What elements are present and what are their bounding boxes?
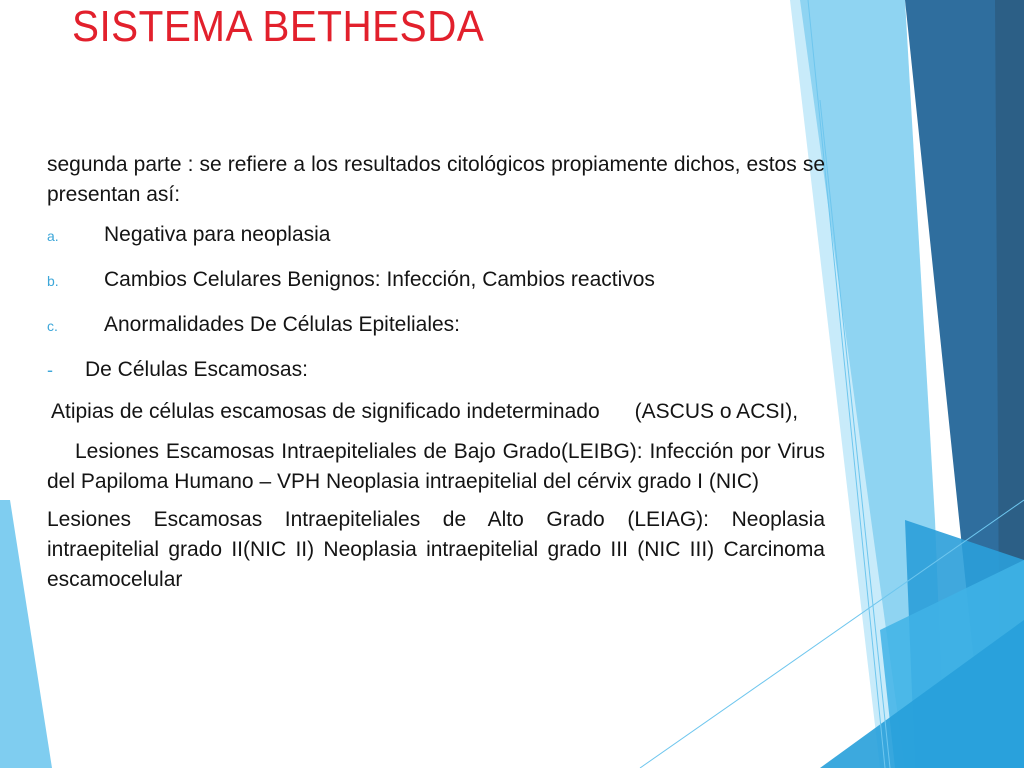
list-item xyxy=(47,265,825,296)
list-marker: b. xyxy=(47,273,59,289)
sub-list-item xyxy=(47,355,825,385)
list-item-text: Cambios Celulares Benignos: Infección, Cambios reactivos xyxy=(104,268,655,291)
list-item-text: Anormalidades De Células Epiteliales: xyxy=(104,313,461,336)
dash-marker: - xyxy=(47,360,53,380)
slide-body xyxy=(47,150,825,595)
list-item-text: Negativa para neoplasia xyxy=(104,223,331,246)
atipias-paragraph: Atipias de células escamosas de significado indeterminado (ASCUS o ACSI), xyxy=(51,400,799,423)
slide-title: SISTEMA BETHESDA xyxy=(72,2,485,51)
leibg-paragraph: Lesiones Escamosas Intraepiteliales de Bajo Grado(LEIBG): Infección por Virus del Papiloma Humano – VPH Neoplasia intraepitelial del cérvix grado I (NIC) xyxy=(47,440,825,493)
list-item xyxy=(47,310,825,341)
leiag-paragraph: Lesiones Escamosas Intraepiteliales de Alto Grado (LEIAG): Neoplasia intraepitelial grado II(NIC II) Neoplasia intraepitelial grado III (NIC III) Carcinoma escamocelular xyxy=(47,508,825,591)
list-marker: c. xyxy=(47,318,58,334)
sub-list-item-text: De Células Escamosas: xyxy=(85,358,308,381)
intro-paragraph: segunda parte : se refiere a los resultados citológicos propiamente dichos, estos se presentan así: xyxy=(47,153,825,206)
list-item xyxy=(47,220,825,251)
left-deco-stripe xyxy=(0,500,52,768)
list-marker: a. xyxy=(47,228,59,244)
